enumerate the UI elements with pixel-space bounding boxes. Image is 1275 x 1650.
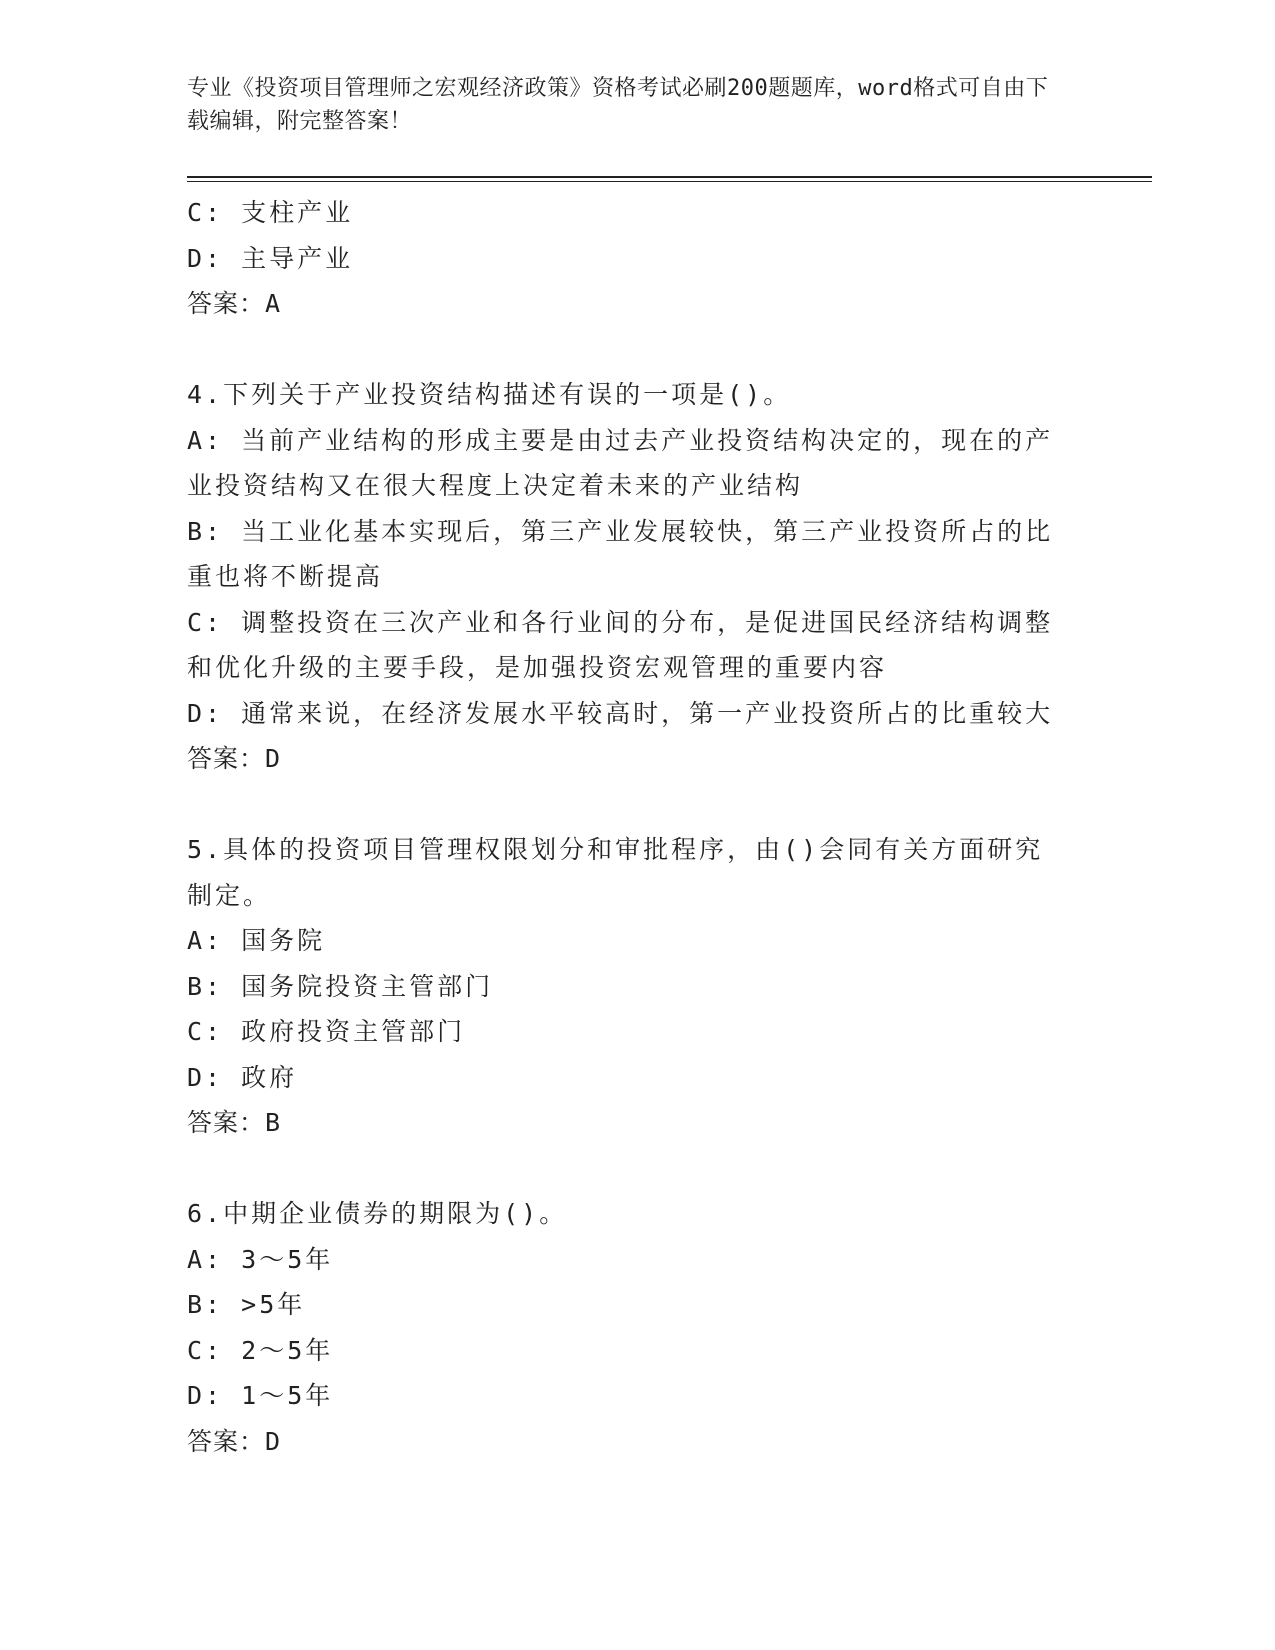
option-b: B: 当工业化基本实现后，第三产业发展较快，第三产业投资所占的比重也将不断提高 [187, 516, 1054, 591]
question-6 [187, 1191, 1067, 1464]
answer-line: 答案：D [187, 744, 282, 773]
option-c: C: 支柱产业 [187, 198, 354, 227]
header-rule-thick [187, 176, 1152, 178]
spacer [187, 327, 1067, 373]
spacer [187, 1146, 1067, 1192]
question-stem: 6.中期企业债券的期限为()。 [187, 1199, 568, 1228]
question-5 [187, 827, 1067, 1146]
option-b: B: 国务院投资主管部门 [187, 971, 494, 1001]
answer-line: 答案：A [187, 289, 282, 318]
continued-question [187, 190, 1067, 327]
answer-line: 答案：D [187, 1426, 282, 1456]
header-rule-thin [187, 181, 1152, 182]
option-c: C: 政府投资主管部门 [187, 1017, 466, 1046]
option-c: C: 调整投资在三次产业和各行业间的分布，是促进国民经济结构调整和优化升级的主要手段，是加强投资宏观管理的重要内容 [187, 607, 1054, 682]
option-a: A: 国务院 [187, 926, 326, 955]
option-d: D: 1～5年 [187, 1381, 334, 1410]
question-4 [187, 372, 1067, 782]
answer-line: 答案：B [187, 1108, 282, 1137]
option-d: D: 主导产业 [187, 243, 354, 273]
option-a: A: 3～5年 [187, 1244, 334, 1274]
option-b: B: >5年 [187, 1290, 306, 1319]
question-content [187, 190, 1067, 1464]
question-stem: 5.具体的投资项目管理权限划分和审批程序，由()会同有关方面研究制定。 [187, 835, 1044, 910]
option-c: C: 2～5年 [187, 1335, 334, 1365]
option-a: A: 当前产业结构的形成主要是由过去产业投资结构决定的，现在的产业投资结构又在很大程度上决定着未来的产业结构 [187, 425, 1054, 500]
option-d: D: 通常来说，在经济发展水平较高时，第一产业投资所占的比重较大 [187, 698, 1054, 728]
question-stem: 4.下列关于产业投资结构描述有误的一项是()。 [187, 380, 792, 409]
page-header: 专业《投资项目管理师之宏观经济政策》资格考试必刷200题题库，word格式可自由下载编辑，附完整答案！ [187, 76, 1049, 134]
spacer [187, 782, 1067, 828]
option-d: D: 政府 [187, 1062, 298, 1092]
